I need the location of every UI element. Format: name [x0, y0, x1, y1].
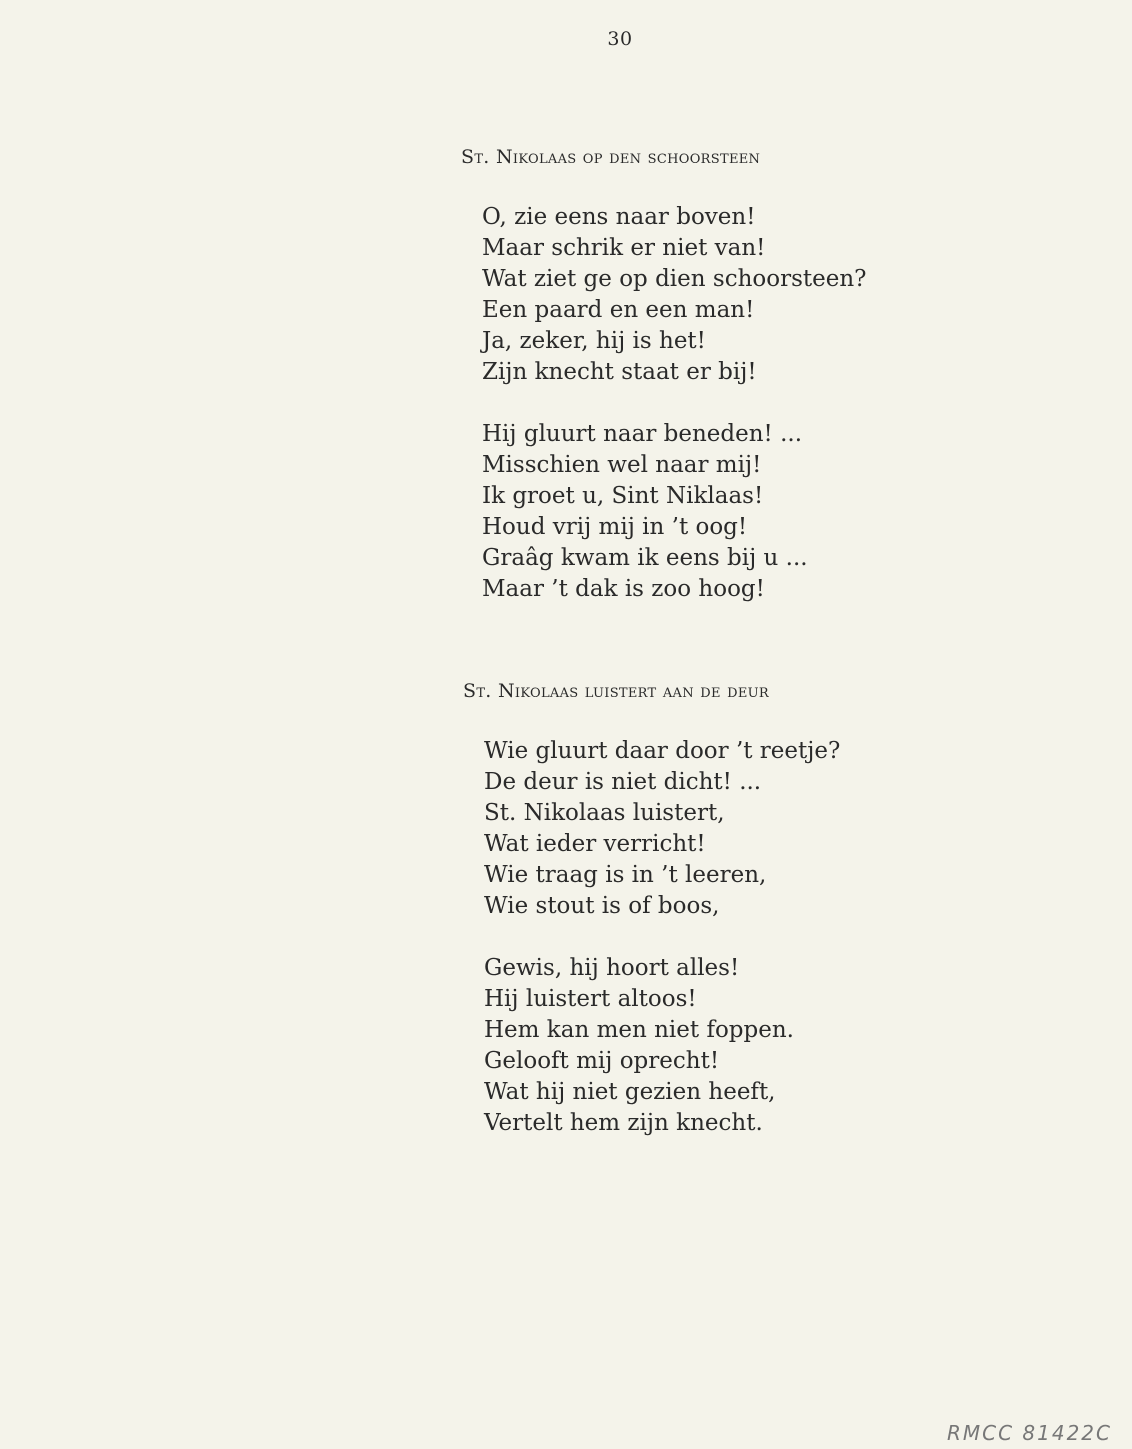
poem-line: Graâg kwam ik eens bij u ...	[482, 545, 808, 571]
catalog-mark: RMCC 81422C	[946, 1421, 1112, 1445]
page-number: 30	[607, 28, 633, 50]
poem-line: Houd vrij mij in ’t oog!	[482, 514, 748, 540]
poem-title: St. Nikolaas luistert aan de deur	[463, 680, 769, 702]
poem-line: O, zie eens naar boven!	[482, 204, 756, 230]
poem-line: Een paard en een man!	[482, 297, 755, 323]
stanza	[482, 419, 867, 605]
stanza	[484, 736, 840, 922]
poem-line: Gelooft mij oprecht!	[484, 1048, 720, 1074]
stanza	[482, 202, 867, 388]
poem-line: Misschien wel naar mij!	[482, 452, 762, 478]
poem-line: Wat hij niet gezien heeft,	[484, 1079, 776, 1105]
poem-line: Wie gluurt daar door ’t reetje?	[484, 738, 841, 764]
poem-line: Hij gluurt naar beneden! ...	[482, 421, 803, 447]
poem-line: St. Nikolaas luistert,	[484, 800, 725, 826]
poem-title: St. Nikolaas op den schoorsteen	[461, 146, 761, 168]
poem-line: Wat ziet ge op dien schoorsteen?	[482, 266, 867, 292]
poem-line: Ik groet u, Sint Niklaas!	[482, 483, 764, 509]
poem-line: Hem kan men niet foppen.	[484, 1017, 794, 1043]
poem-line: Vertelt hem zijn knecht.	[484, 1110, 763, 1136]
poem-schoorsteen	[461, 146, 867, 605]
poem-line: Hij luistert altoos!	[484, 986, 697, 1012]
poem-line: Wat ieder verricht!	[484, 831, 706, 857]
poem-line: Maar ’t dak is zoo hoog!	[482, 576, 765, 602]
poem-line: De deur is niet dicht! ...	[484, 769, 762, 795]
poem-line: Zijn knecht staat er bij!	[482, 359, 757, 385]
poem-deur	[463, 680, 840, 1139]
poem-line: Wie stout is of boos,	[484, 893, 720, 919]
poem-line: Maar schrik er niet van!	[482, 235, 766, 261]
poem-line: Wie traag is in ’t leeren,	[484, 862, 767, 888]
poem-line: Ja, zeker, hij is het!	[482, 328, 706, 354]
poem-line: Gewis, hij hoort alles!	[484, 955, 740, 981]
stanza	[484, 953, 840, 1139]
